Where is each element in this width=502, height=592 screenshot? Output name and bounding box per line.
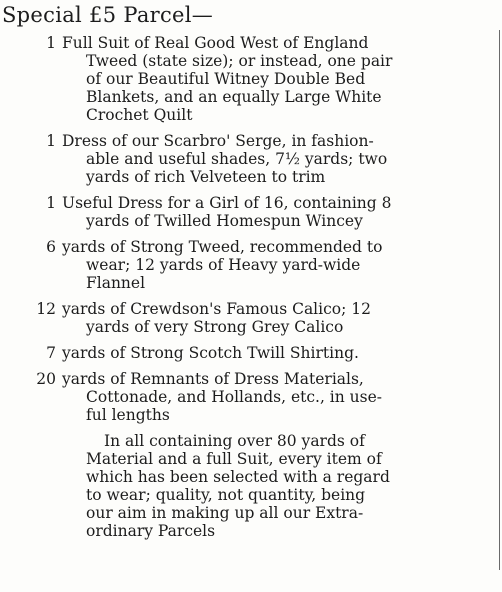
item-line: yards of very Strong Grey Calico bbox=[86, 318, 344, 336]
list-item bbox=[0, 132, 496, 186]
list-item bbox=[0, 238, 496, 292]
item-description bbox=[62, 132, 496, 186]
list-item bbox=[0, 344, 496, 362]
item-line: Cottonade, and Hollands, etc., in use- bbox=[86, 388, 383, 406]
item-line: yards of Crewdson's Famous Calico; 12 bbox=[62, 300, 371, 318]
item-line: yards of Remnants of Dress Materials, bbox=[62, 370, 364, 388]
list-item bbox=[0, 300, 496, 336]
closing-line: our aim in making up all our Extra- bbox=[86, 504, 364, 522]
item-line: of our Beautiful Witney Double Bed bbox=[86, 70, 366, 88]
list-item bbox=[0, 194, 496, 230]
closing-paragraph bbox=[0, 432, 496, 540]
item-line: Full Suit of Real Good West of England bbox=[62, 34, 369, 52]
item-description bbox=[62, 370, 496, 424]
list-item bbox=[0, 370, 496, 424]
item-quantity: 20 bbox=[36, 370, 56, 388]
closing-line: ordinary Parcels bbox=[86, 522, 216, 540]
item-quantity: 7 bbox=[46, 344, 56, 362]
item-line: Useful Dress for a Girl of 16, containing 8 bbox=[62, 194, 392, 212]
item-quantity: 6 bbox=[46, 238, 56, 256]
item-line: Blankets, and an equally Large White bbox=[86, 88, 382, 106]
item-line: yards of Twilled Homespun Wincey bbox=[86, 212, 363, 230]
closing-line: Material and a full Suit, every item of bbox=[86, 450, 382, 468]
item-description bbox=[62, 194, 496, 230]
item-line: wear; 12 yards of Heavy yard-wide bbox=[86, 256, 361, 274]
closing-line: to wear; quality, not quantity, being bbox=[86, 486, 366, 504]
list-item bbox=[0, 34, 496, 124]
item-description bbox=[62, 344, 496, 362]
parcel-heading: Special £5 Parcel— bbox=[2, 3, 214, 27]
item-line: Crochet Quilt bbox=[86, 106, 193, 124]
item-line: ful lengths bbox=[86, 406, 170, 424]
item-line: Flannel bbox=[86, 274, 146, 292]
item-line: able and useful shades, 7½ yards; two bbox=[86, 150, 388, 168]
item-quantity: 12 bbox=[36, 300, 56, 318]
item-quantity: 1 bbox=[46, 34, 56, 52]
item-quantity: 1 bbox=[46, 194, 56, 212]
column-rule bbox=[499, 30, 500, 570]
closing-line: In all containing over 80 yards of bbox=[104, 432, 365, 450]
item-quantity: 1 bbox=[46, 132, 56, 150]
item-description bbox=[62, 34, 496, 124]
item-description bbox=[62, 300, 496, 336]
item-line: yards of Strong Scotch Twill Shirting. bbox=[62, 344, 359, 362]
item-line: yards of Strong Tweed, recommended to bbox=[62, 238, 383, 256]
item-description bbox=[62, 238, 496, 292]
item-line: Tweed (state size); or instead, one pair bbox=[86, 52, 393, 70]
item-line: yards of rich Velveteen to trim bbox=[86, 168, 326, 186]
item-line: Dress of our Scarbro' Serge, in fashion- bbox=[62, 132, 374, 150]
closing-line: which has been selected with a regard bbox=[86, 468, 390, 486]
